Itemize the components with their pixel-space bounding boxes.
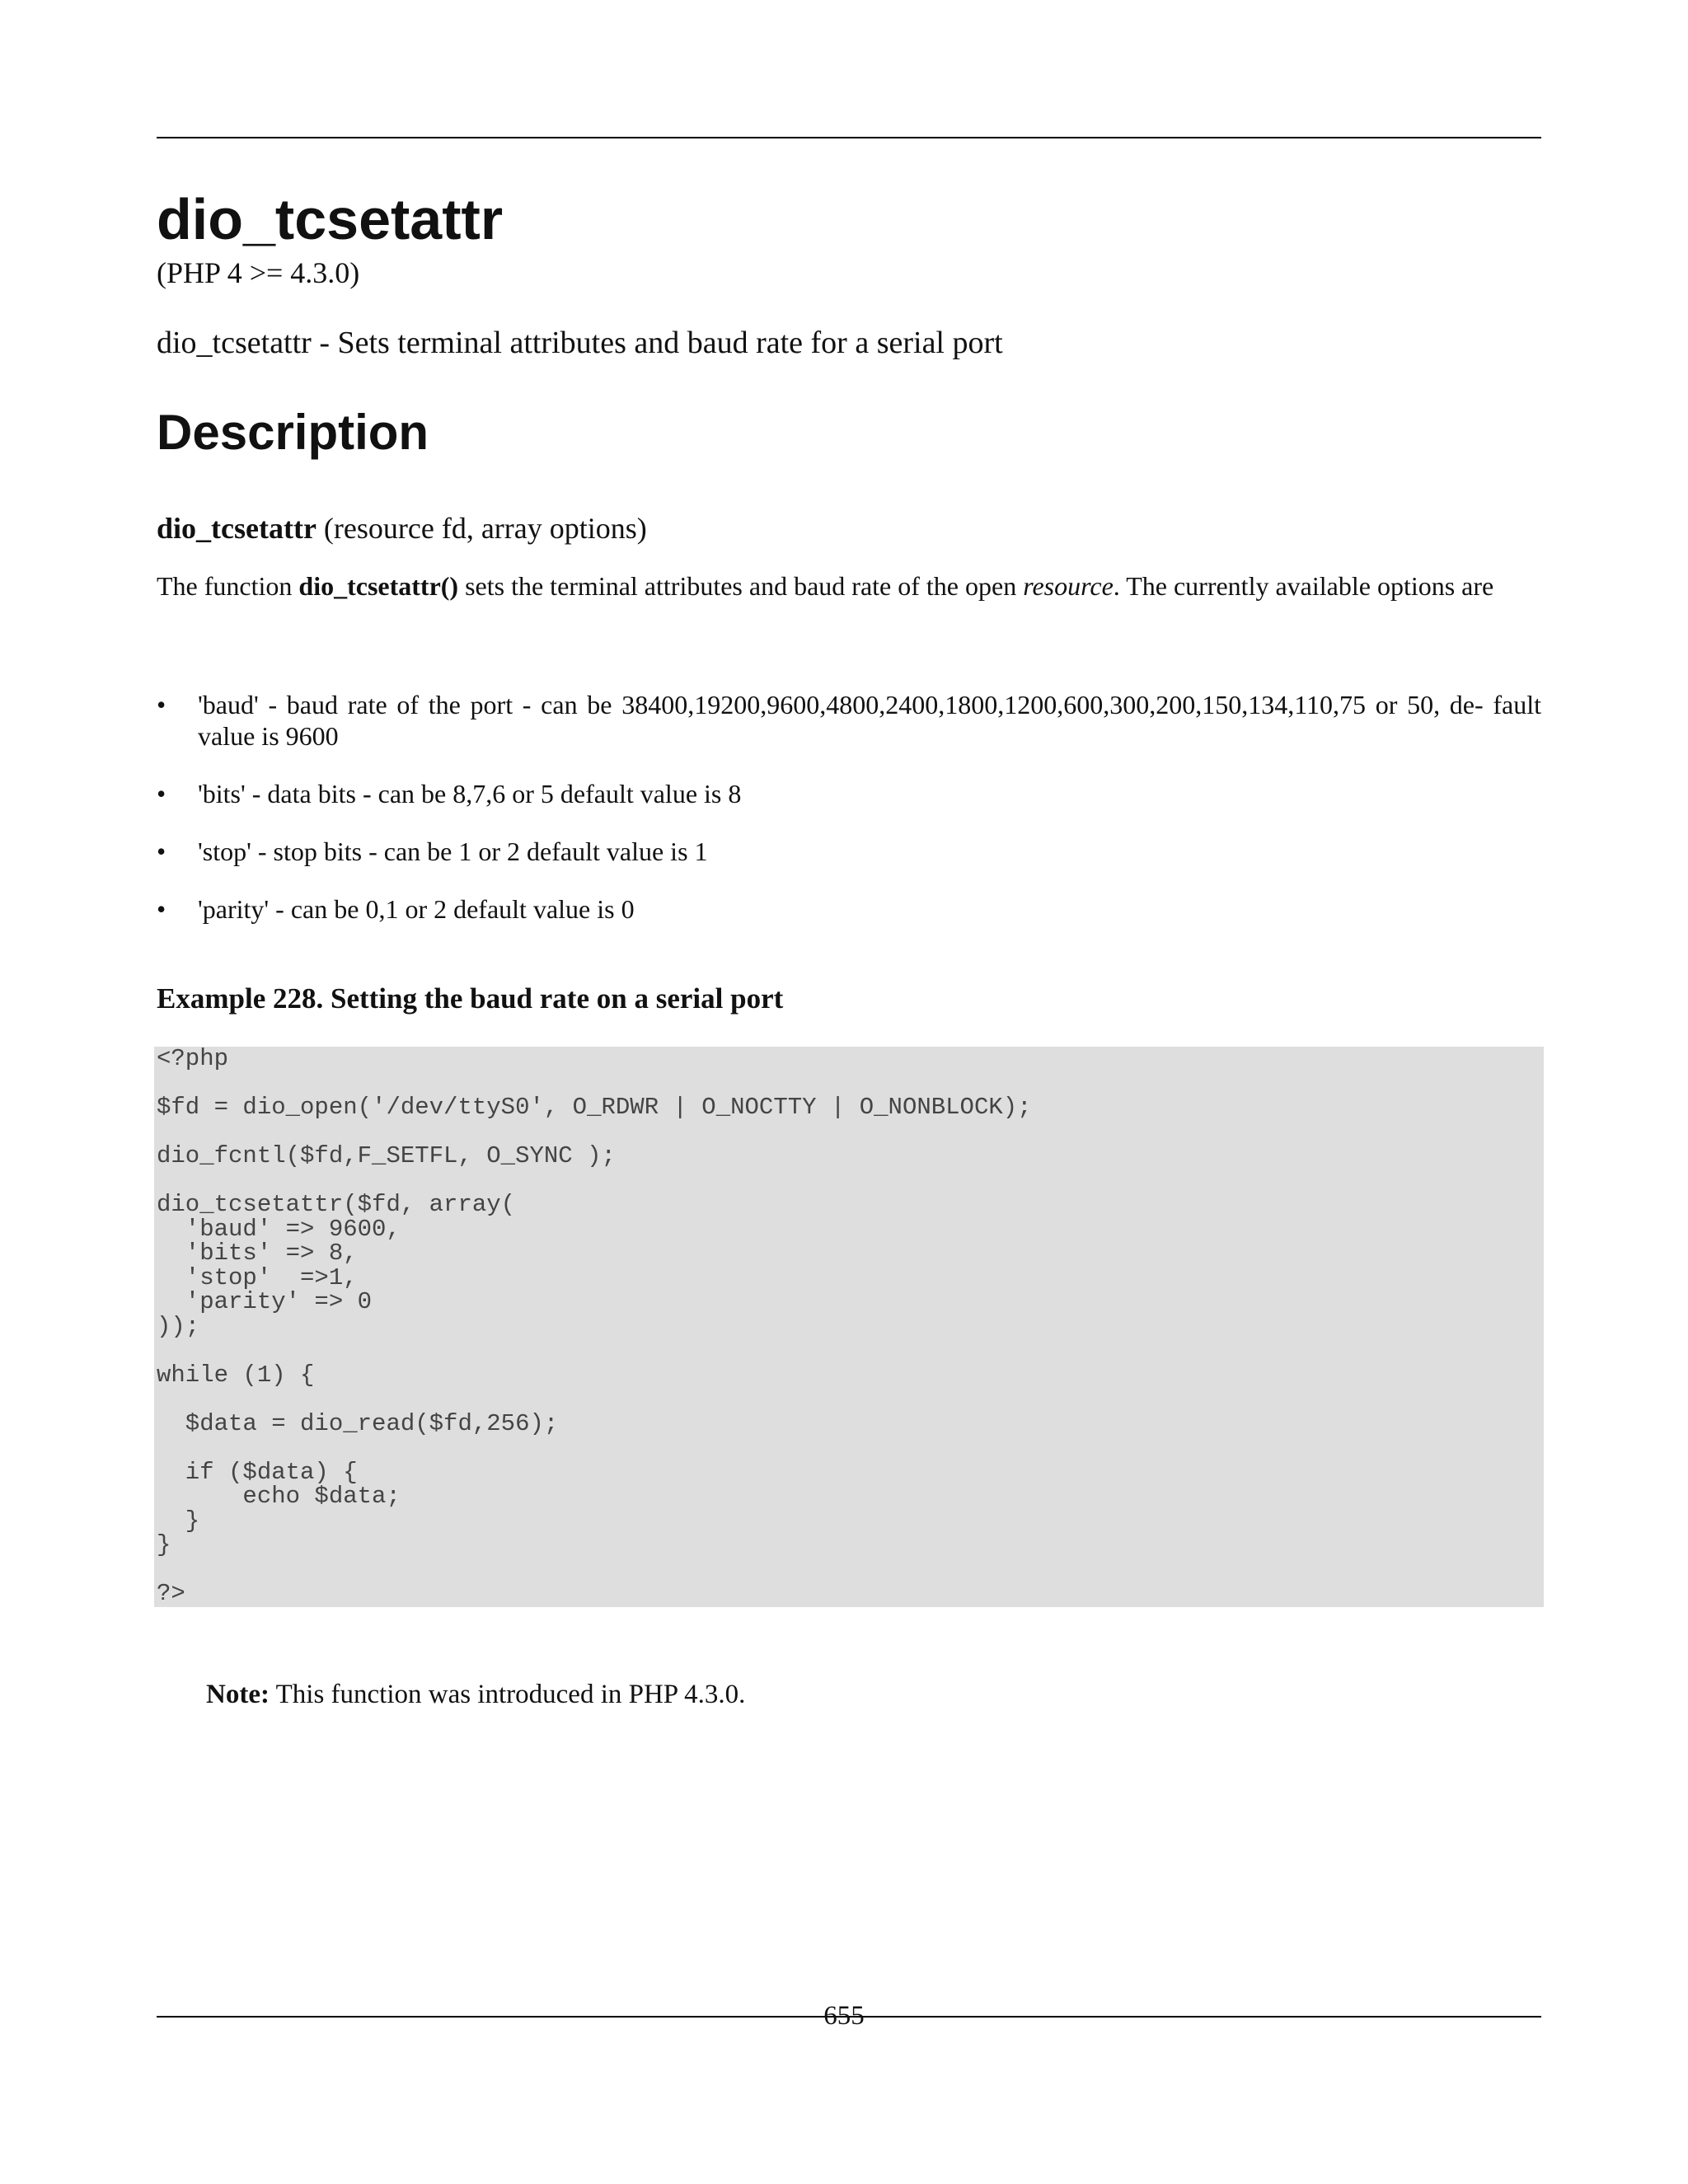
option-text: 'stop' - stop bits - can be 1 or 2 default value is 1 bbox=[198, 837, 708, 866]
para-emphasis: resource bbox=[1023, 571, 1114, 601]
description-paragraph bbox=[157, 570, 1541, 602]
options-list bbox=[157, 689, 1541, 951]
list-item bbox=[157, 689, 1541, 752]
code-listing: <?php $fd = dio_open('/dev/ttyS0', O_RDWR | O_NOCTTY | O_NONBLOCK); dio_fcntl($fd,F_SETFL, O_SYNC ); dio_tcsetattr($fd, array( 'baud' => 9600, 'bits' => 8, 'stop' =>1, 'parity' => 0 )); while (1) { $data = dio_read($fd,256); if ($data) { echo $data; } } ?> bbox=[157, 1045, 1032, 1607]
para-suffix: . The currently available options are bbox=[1113, 571, 1494, 601]
list-item bbox=[157, 778, 1541, 809]
note bbox=[206, 1680, 745, 1710]
description-heading: Description bbox=[157, 405, 429, 460]
para-mid: sets the terminal attributes and baud rate of the open bbox=[458, 571, 1024, 601]
list-item bbox=[157, 836, 1541, 867]
version-info: (PHP 4 >= 4.3.0) bbox=[157, 256, 360, 289]
page-number-text: 655 bbox=[823, 2001, 865, 2031]
para-prefix: The function bbox=[157, 571, 299, 601]
example-title: Example 228. Setting the baud rate on a serial port bbox=[157, 982, 784, 1015]
note-text: This function was introduced in PHP 4.3.0. bbox=[269, 1680, 746, 1709]
bullet-icon: • bbox=[157, 894, 166, 924]
synopsis-function-name: dio_tcsetattr bbox=[157, 512, 316, 545]
bullet-icon: • bbox=[157, 837, 166, 866]
bullet-icon: • bbox=[157, 690, 166, 719]
refpurpose: dio_tcsetattr - Sets terminal attributes and baud rate for a serial port bbox=[157, 326, 1003, 360]
option-text: 'baud' - baud rate of the port - can be 38400,19200,9600,4800,2400,1800,1200,600,300,200,150,134,110,75 or 50, de- fault value is 9600 bbox=[198, 690, 1541, 751]
bullet-icon: • bbox=[157, 779, 166, 808]
option-text: 'bits' - data bits - can be 8,7,6 or 5 default value is 8 bbox=[198, 779, 742, 808]
option-text: 'parity' - can be 0,1 or 2 default value is 0 bbox=[198, 894, 635, 924]
synopsis-params: (resource fd, array options) bbox=[316, 512, 647, 545]
para-function-name: dio_tcsetattr() bbox=[298, 571, 459, 601]
function-synopsis bbox=[157, 511, 647, 546]
top-rule bbox=[157, 137, 1541, 138]
page-title: dio_tcsetattr bbox=[157, 187, 504, 251]
page-number bbox=[0, 2001, 1688, 2032]
note-label: Note: bbox=[206, 1680, 270, 1709]
list-item bbox=[157, 893, 1541, 925]
code-example-block bbox=[154, 1047, 1544, 1607]
